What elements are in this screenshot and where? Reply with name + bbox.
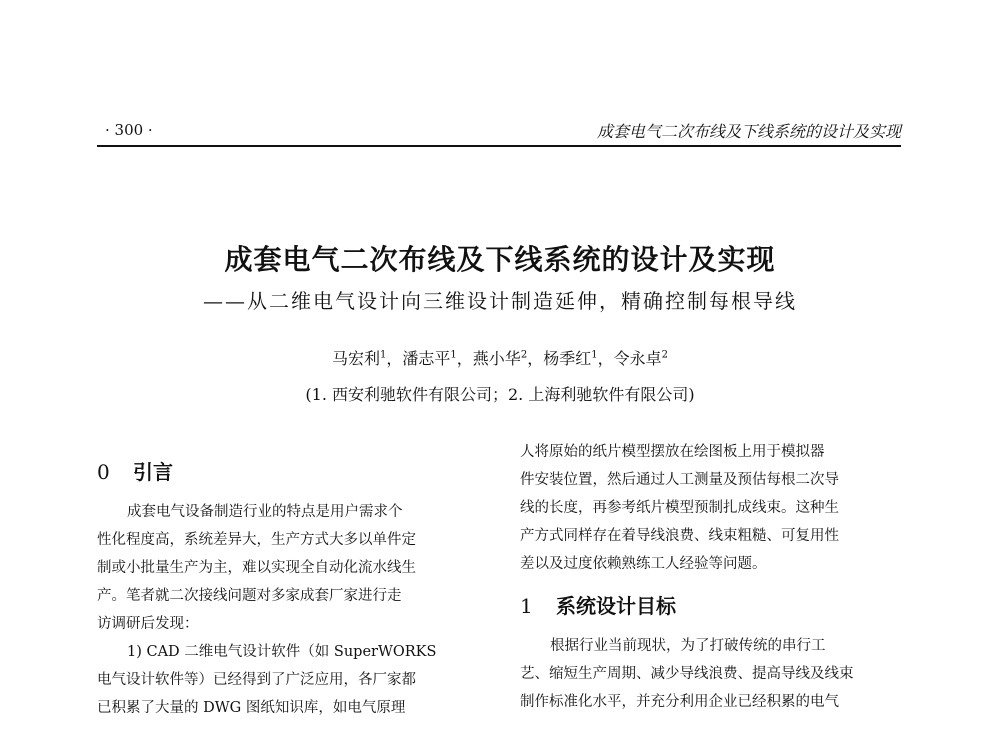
affiliations: (1. 西安利驰软件有限公司；2. 上海利驰软件有限公司) — [305, 385, 695, 404]
section-number: 0 — [97, 460, 110, 484]
section-heading-design-goal — [520, 584, 902, 632]
text-line: 差以及过度依赖熟练工人经验等问题。 — [520, 556, 767, 572]
affiliation-mark: 1 — [450, 349, 457, 361]
page-number: · 300 · — [105, 121, 153, 139]
paper-subtitle: ——从二维电气设计向三维设计制造延伸，精确控制每根导线 — [203, 289, 797, 313]
author-name: 令永卓 — [613, 349, 662, 368]
design-goal-paragraph — [520, 632, 902, 716]
intro-paragraph-2 — [97, 638, 479, 722]
right-column — [520, 438, 902, 716]
author-list: 马宏利$^1$，潘志平$^1$，燕小华$^2$，杨季红$^1$，令永卓$^2$ — [331, 349, 668, 368]
text-line: 制或小批量生产为主，难以实现全自动化流水线生 — [97, 560, 416, 576]
section-title: 系统设计目标 — [556, 594, 676, 618]
running-header — [97, 117, 901, 143]
affiliation-mark: 2 — [661, 349, 668, 361]
text-line: 成套电气设备制造行业的特点是用户需求个 — [127, 504, 403, 520]
header-rule — [97, 145, 901, 147]
affiliation-mark: 2 — [520, 349, 528, 361]
text-line: 电气设计软件等）已经得到了广泛应用，各厂家都 — [97, 672, 416, 688]
paper-title: 成套电气二次布线及下线系统的设计及实现 — [224, 243, 776, 276]
left-column — [97, 450, 479, 722]
intro-paragraph-1 — [97, 498, 479, 638]
text-line: 根据行业当前现状，为了打破传统的串行工 — [550, 638, 826, 654]
text-line: 制作标准化水平，并充分利用企业已经积累的电气 — [520, 694, 839, 710]
text-line: 艺、缩短生产周期、减少导线浪费、提高导线及线束 — [520, 666, 854, 682]
text-line: 1) CAD 二维电气设计软件（如 SuperWORKS — [127, 644, 437, 660]
author-name: 燕小华 — [472, 349, 521, 368]
section-heading-intro — [97, 450, 479, 498]
author-name: 杨季红 — [543, 349, 592, 368]
running-title: 成套电气二次布线及下线系统的设计及实现 — [596, 122, 901, 141]
author-name: 潘志平 — [402, 349, 451, 368]
section-number: 1 — [520, 594, 533, 618]
section-title: 引言 — [133, 460, 173, 484]
text-line: 性化程度高，系统差异大，生产方式大多以单件定 — [97, 532, 416, 548]
text-line: 产方式同样存在着导线浪费、线束粗糙、可复用性 — [520, 528, 839, 544]
text-line: 已积累了大量的 DWG 图纸知识库，如电气原理 — [97, 700, 406, 716]
text-line: 线的长度，再参考纸片模型预制扎成线束。这种生 — [520, 500, 839, 516]
text-line: 访调研后发现： — [97, 616, 199, 632]
text-line: 产。笔者就二次接线问题对多家成套厂家进行走 — [97, 588, 402, 604]
text-line: 件安装位置，然后通过人工测量及预估每根二次导 — [520, 472, 839, 488]
text-line: 人将原始的纸片模型摆放在绘图板上用于模拟器 — [520, 444, 825, 460]
affiliation-mark: 1 — [380, 349, 387, 361]
continued-paragraph — [520, 438, 902, 578]
author-name: 马宏利 — [331, 349, 380, 368]
affiliation-mark: 1 — [591, 349, 598, 361]
